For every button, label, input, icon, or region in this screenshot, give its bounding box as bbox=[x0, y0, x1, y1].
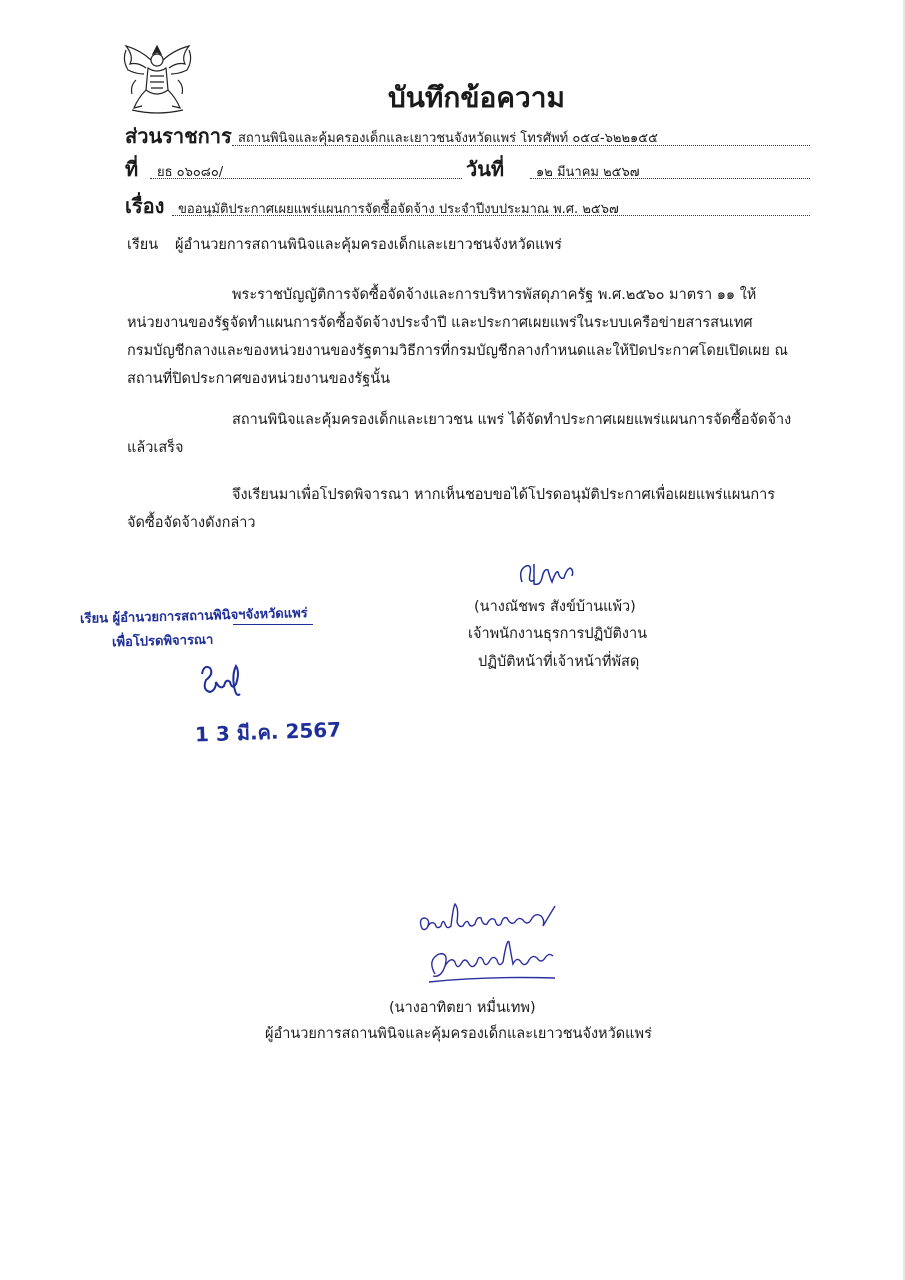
paragraph-3-line-1: จึงเรียนมาเพื่อโปรดพิจารณา หากเห็นชอบขอได้โปรดอนุมัติประกาศเพื่อเผยแพร่แผนการ bbox=[232, 487, 776, 503]
ref-label: ที่ bbox=[125, 157, 139, 181]
to-value: ผู้อำนวยการสถานพินิจและคุ้มครองเด็กและเยาวชนจังหวัดแพร่ bbox=[175, 237, 562, 253]
date-dotted-line bbox=[530, 178, 810, 179]
subject-value: ขออนุมัติประกาศเผยแพร่แผนการจัดซื้อจัดจ้าง ประจำปีงบประมาณ พ.ศ. ๒๕๖๗ bbox=[178, 202, 619, 217]
stamp-line-2: เพื่อโปรดพิจารณา bbox=[111, 632, 214, 651]
to-label: เรียน bbox=[127, 237, 159, 253]
date-label: วันที่ bbox=[466, 157, 505, 181]
agency-value: สถานพินิจและคุ้มครองเด็กและเยาวชนจังหวัดแพร่ โทรศัพท์ ๐๕๔-๖๒๒๑๕๕ bbox=[238, 131, 658, 146]
approval-handwriting bbox=[415, 898, 565, 990]
paragraph-3-line-2: จัดซื้อจัดจ้างดังกล่าว bbox=[127, 515, 256, 531]
approver-name: (นางอาทิตยา หมื่นเทพ) bbox=[389, 1000, 536, 1016]
agency-dotted-line bbox=[232, 145, 810, 146]
signer-1-name: (นางณัชพร สังข์บ้านแพ้ว) bbox=[474, 599, 636, 615]
ref-value: ยธ ๐๖๐๘๐/ bbox=[157, 165, 224, 180]
stamp-date: 1 3 มี.ค. 2567 bbox=[194, 717, 342, 747]
ref-dotted-line bbox=[150, 178, 462, 179]
approver-position: ผู้อำนวยการสถานพินิจและคุ้มครองเด็กและเยาวชนจังหวัดแพร่ bbox=[265, 1026, 652, 1042]
paragraph-1-line-3: กรมบัญชีกลางและของหน่วยงานของรัฐตามวิธีการที่กรมบัญชีกลางกำหนดและให้ปิดประกาศโดยเปิดเผย ณ bbox=[127, 343, 788, 359]
signer-1-position-2: ปฏิบัติหน้าที่เจ้าหน้าที่พัสดุ bbox=[478, 654, 640, 670]
stamp-line-1: เรียน ผู้อำนวยการสถานพินิจฯจังหวัดแพร่ bbox=[79, 606, 308, 627]
date-value: ๑๒ มีนาคม ๒๕๖๗ bbox=[536, 165, 640, 180]
paragraph-1-line-1: พระราชบัญญัติการจัดซื้อจัดจ้างและการบริหารพัสดุภาครัฐ พ.ศ.๒๕๖๐ มาตรา ๑๑ ให้ bbox=[232, 287, 757, 303]
agency-label: ส่วนราชการ bbox=[125, 124, 232, 148]
signer-1-position-1: เจ้าพนักงานธุรการปฏิบัติงาน bbox=[468, 626, 648, 642]
memo-title: บันทึกข้อความ bbox=[388, 81, 565, 114]
garuda-emblem-icon bbox=[120, 40, 195, 116]
subject-dotted-line bbox=[172, 215, 810, 216]
subject-label: เรื่อง bbox=[125, 194, 165, 218]
stamp-underline bbox=[233, 624, 313, 625]
paragraph-1-line-2: หน่วยงานของรัฐจัดทำแผนการจัดซื้อจัดจ้างประจำปี และประกาศเผยแพร่ในระบบเครือข่ายสารสนเทศ bbox=[127, 315, 753, 331]
paragraph-1-line-4: สถานที่ปิดประกาศของหน่วยงานของรัฐนั้น bbox=[127, 371, 391, 387]
paragraph-2-line-1: สถานพินิจและคุ้มครองเด็กและเยาวชน แพร่ ได้จัดทำประกาศเผยแพร่แผนการจัดซื้อจัดจ้าง bbox=[232, 412, 792, 428]
paragraph-2-line-2: แล้วเสร็จ bbox=[127, 440, 184, 456]
stamp-initials bbox=[196, 660, 246, 700]
signature-1 bbox=[512, 556, 584, 592]
